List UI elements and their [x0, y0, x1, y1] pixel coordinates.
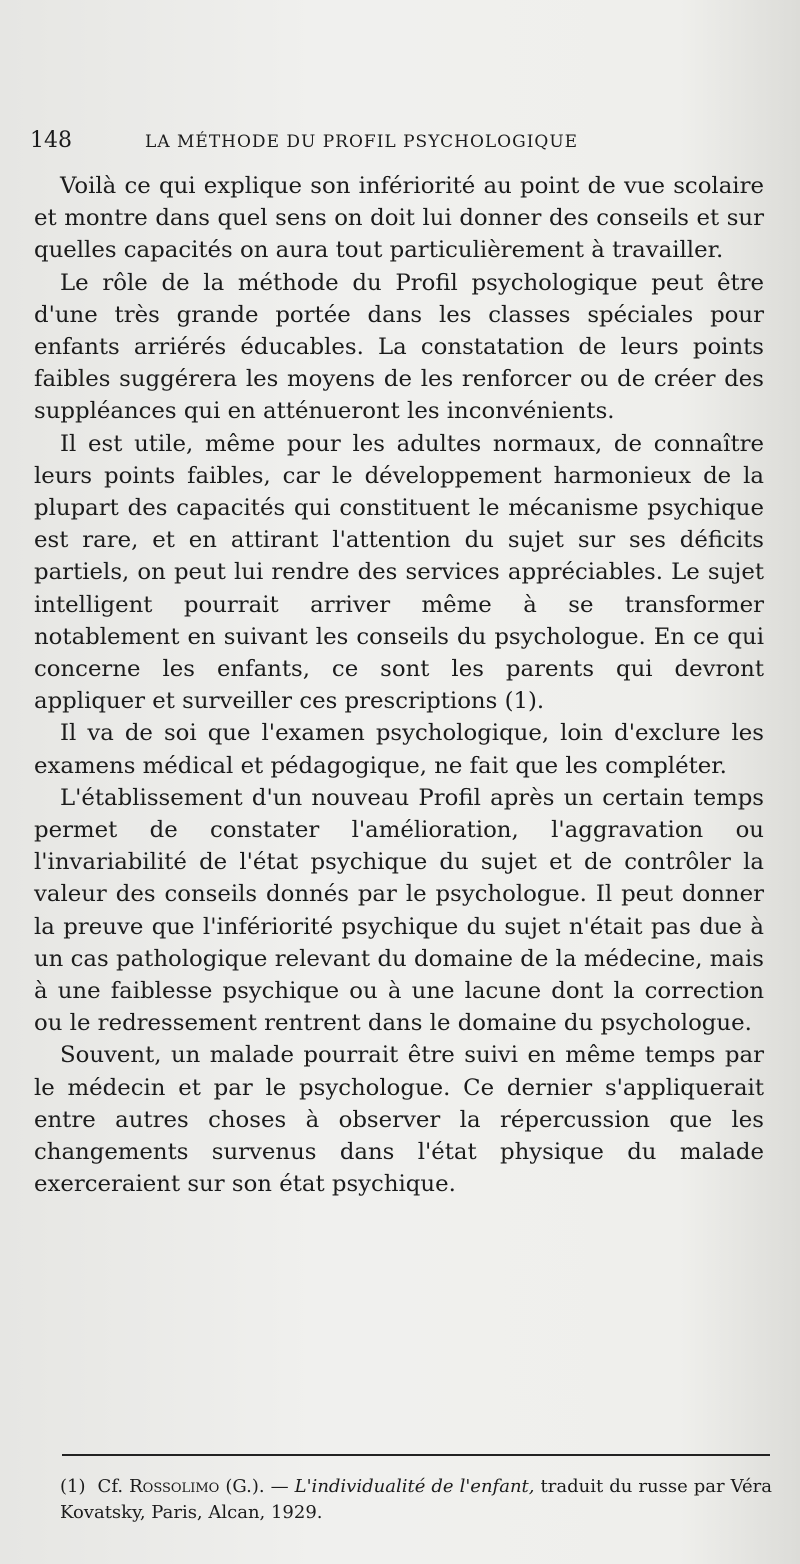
paragraph: Le rôle de la méthode du Profil psychologique peut être d'une très grande portée dans les classes spéciales pour enfants arriérés éducables. La constatation de leurs points faibles suggérera les moyens de les renforcer ou de créer des suppléances qui en atténueront les inconvénients.: [34, 269, 764, 425]
paragraph: Voilà ce qui explique son infériorité au point de vue scolaire et montre dans quel sens on doit lui donner des conseils et sur quelles capacités on aura tout particulièrement à travailler.: [34, 173, 764, 264]
paragraph: Il est utile, même pour les adultes normaux, de connaître leurs points faibles, car le développement harmonieux de la plupart des capacités qui constituent le mécanisme psychique est rare, et en attirant l'attention du sujet sur ses déficits partiels, on peut lui rendre des services appréciables. Le sujet intelligent pourrait arriver même à se transformer notablement en suivant les conseils du psychologue. En ce qui concerne les enfants, ce sont les parents qui devront appliquer et surveiller ces prescriptions (1).: [34, 430, 764, 715]
footnote-title: L'individualité de l'enfant,: [294, 1476, 535, 1497]
paragraph: Il va de soi que l'examen psychologique, loin d'exclure les examens médical et pédagogique, ne fait que les compléter.: [34, 720, 764, 779]
footnote-divider: [62, 1454, 770, 1456]
footnote-marker: (1): [60, 1476, 86, 1497]
footnote: [60, 1474, 772, 1526]
main-text: [34, 170, 764, 1201]
paragraph: Souvent, un malade pourrait être suivi en même temps par le médecin et par le psychologue. Ce dernier s'appliquerait entre autres choses à observer la répercussion que les changements survenus dans l'état physique du malade exerceraient sur son état psychique.: [34, 1042, 764, 1198]
footnote-author: Rossolimo (G.).: [129, 1476, 265, 1497]
page-header: [30, 128, 730, 153]
footnote-details: traduit du russe par Véra Kovatsky, Paris, Alcan, 1929.: [60, 1476, 772, 1523]
footnote-dash: —: [270, 1476, 289, 1497]
page-number: 148: [30, 128, 72, 153]
footnote-prefix: Cf.: [97, 1476, 124, 1497]
paragraph: L'établissement d'un nouveau Profil après un certain temps permet de constater l'amélioration, l'aggravation ou l'invariabilité de l'état psychique du sujet et de contrôler la valeur des conseils donnés par le psychologue. Il peut donner la preuve que l'infériorité psychique du sujet n'était pas due à un cas pathologique relevant du domaine de la médecine, mais à une faiblesse psychique ou à une lacune dont la correction ou le redressement rentrent dans le domaine du psychologue.: [34, 784, 764, 1037]
running-title: LA MÉTHODE DU PROFIL PSYCHOLOGIQUE: [145, 132, 579, 152]
